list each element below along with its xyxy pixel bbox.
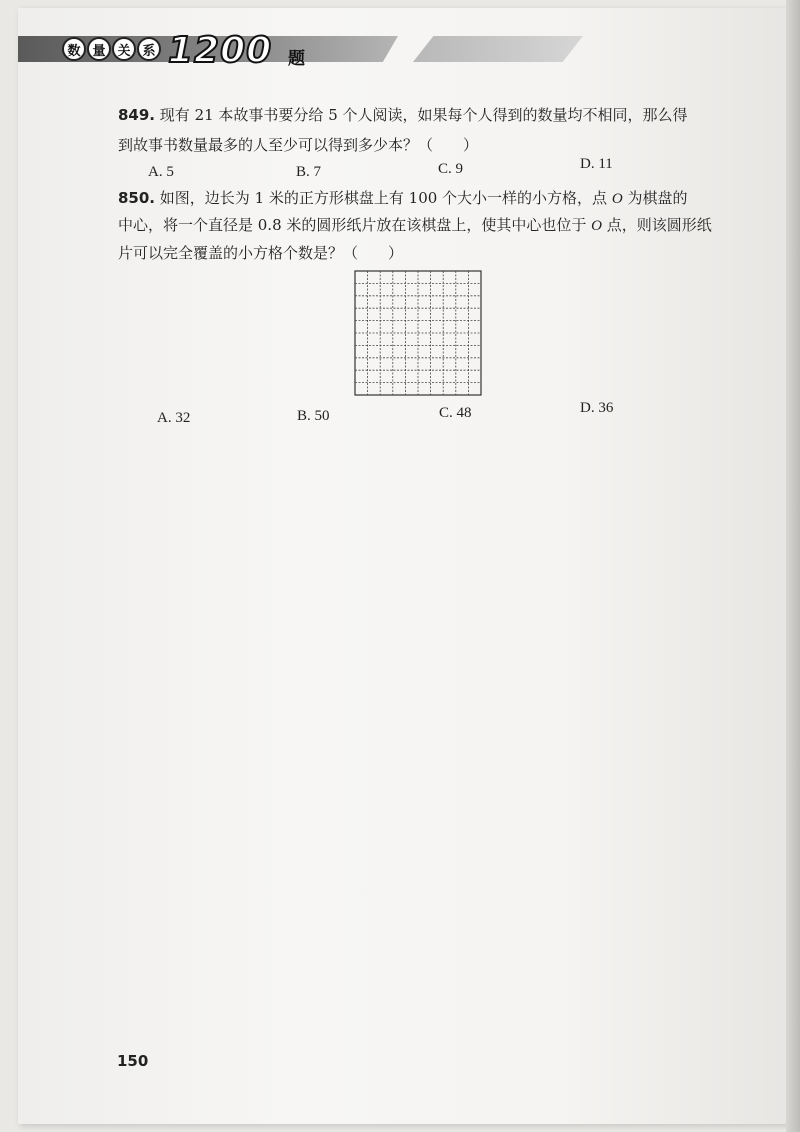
question-text-line1b: 为棋盘的 (622, 189, 688, 207)
header-suffix: 题 (288, 49, 305, 69)
page-number: 150 (117, 1052, 149, 1070)
question-849 (118, 102, 688, 129)
question-number: 849. (118, 106, 156, 124)
question-text-line2b: 点，则该圆形纸 (602, 216, 712, 234)
header-title-circles (62, 37, 161, 61)
question-849-line2 (118, 132, 478, 159)
header-number: 1200 (168, 30, 273, 71)
question-850-line2 (118, 212, 712, 240)
book-page (18, 8, 788, 1124)
option-d: D. 11 (580, 156, 613, 172)
question-text-line2: 到故事书数量最多的人至少可以得到多少本？（ ） (118, 136, 479, 154)
running-header (18, 30, 578, 71)
question-850-line3 (118, 240, 403, 267)
option-b: B. 50 (297, 408, 330, 424)
option-b: B. 7 (296, 164, 322, 180)
option-a: A. 5 (148, 164, 174, 180)
header-circle-char: 系 (137, 37, 161, 61)
option-d: D. 36 (580, 400, 614, 416)
question-text-line1a: 如图，边长为 1 米的正方形棋盘上有 100 个大小一样的小方格，点 (159, 189, 612, 207)
question-text-line2a: 中心，将一个直径是 0.8 米的圆形纸片放在该棋盘上，使其中心也位于 (118, 216, 592, 234)
question-number: 850. (118, 189, 156, 207)
option-a: A. 32 (157, 410, 191, 426)
header-circle-char: 量 (87, 37, 111, 61)
page-edge (786, 0, 800, 1132)
question-text-line3: 片可以完全覆盖的小方格个数是？（ ） (118, 244, 404, 262)
point-label: O (611, 191, 623, 207)
question-850 (118, 185, 687, 213)
chessboard-figure (354, 270, 482, 396)
question-text-line1: 现有 21 本故事书要分给 5 个人阅读，如果每个人得到的数量均不相同，那么得 (159, 106, 688, 124)
header-circle-char: 数 (62, 37, 86, 61)
option-c: C. 9 (438, 161, 464, 177)
chessboard-grid (354, 270, 482, 396)
option-c: C. 48 (439, 405, 472, 421)
header-stripe (413, 36, 583, 62)
point-label: O (591, 218, 603, 234)
header-circle-char: 关 (112, 37, 136, 61)
